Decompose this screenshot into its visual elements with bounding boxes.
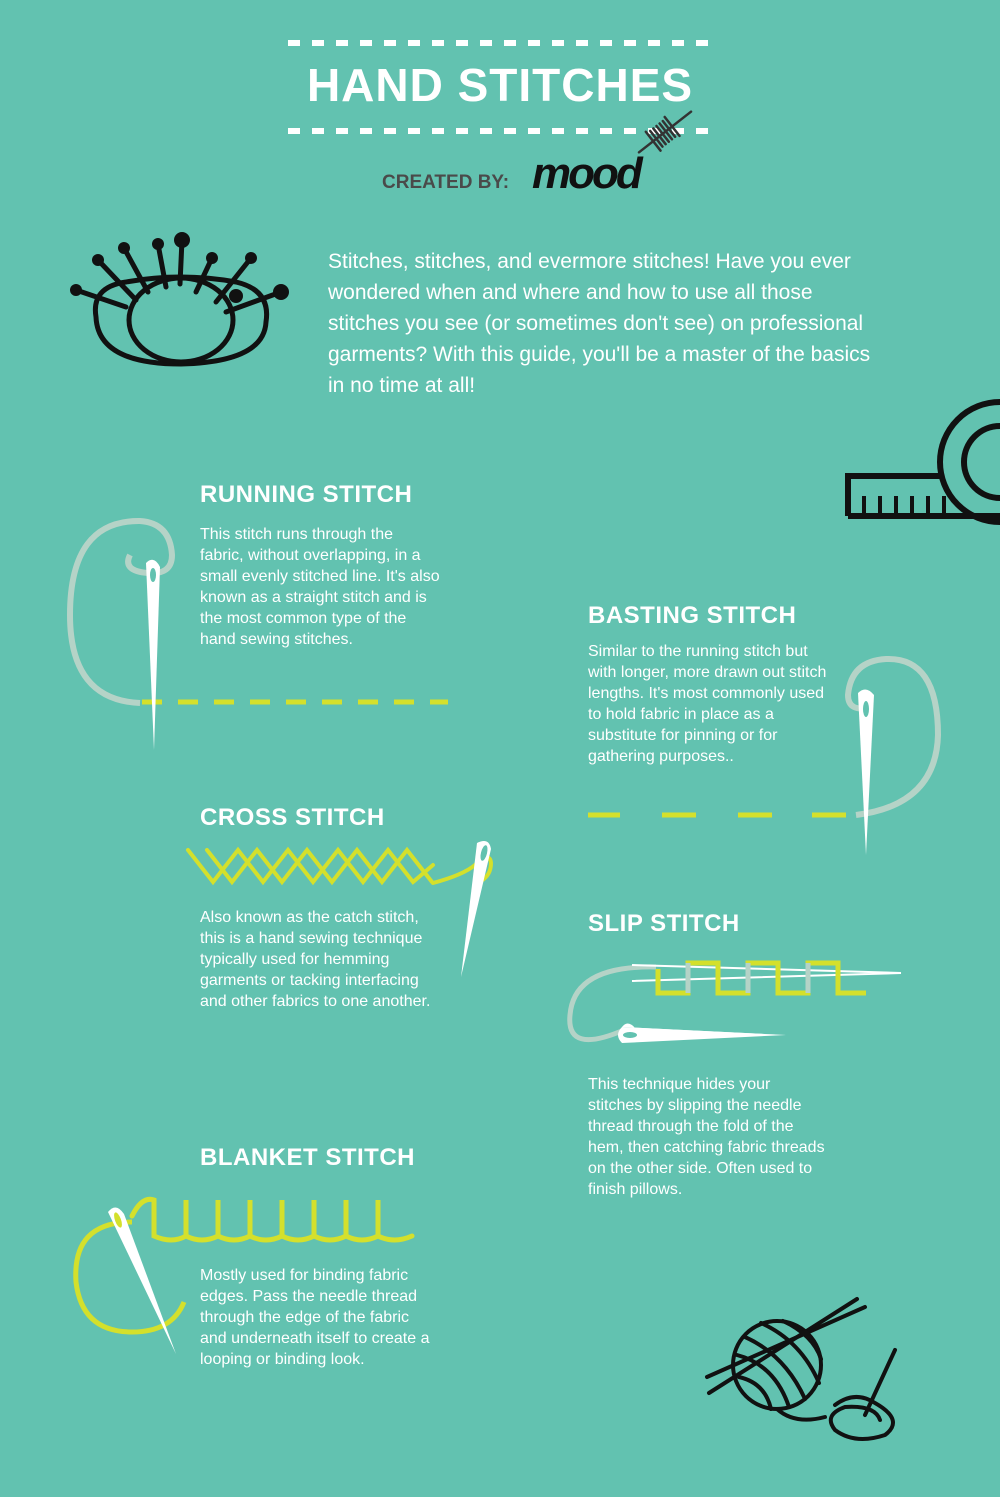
mood-logo bbox=[530, 149, 640, 198]
yarn-ball-icon bbox=[705, 1295, 920, 1450]
slip-stitch-description: This technique hides your stitches by slipping the needle thread through the fold of the hem, then catching fabric threads on the other side. Often used to finish pillows. bbox=[588, 1076, 825, 1198]
page-title: HAND STITCHES bbox=[306, 59, 694, 111]
brand-logo bbox=[530, 149, 640, 198]
basting-stitch-description: Similar to the running stitch but with longer, more drawn out stitch lengths. It's most commonly used to hold fabric in place as a substitute for pinning or for gathering purposes.. bbox=[588, 643, 827, 765]
cross-stitch-description: Also known as the catch stitch, this is a hand sewing technique typically used for hemming garments or tacking interfacing and other fabrics to one another. bbox=[200, 909, 431, 1010]
blanket-stitch-description: Mostly used for binding fabric edges. Pass the needle thread through the edge of the fabric and underneath itself to create a looping or binding look. bbox=[200, 1267, 430, 1368]
basting-stitch-needle-icon bbox=[586, 655, 946, 860]
spool-icon bbox=[630, 100, 700, 165]
slip-stitch-title: SLIP STITCH bbox=[588, 910, 740, 937]
pincushion-icon bbox=[66, 232, 296, 372]
running-stitch-title: RUNNING STITCH bbox=[200, 481, 413, 508]
cross-stitch-title: CROSS STITCH bbox=[200, 804, 385, 831]
blanket-stitch-title: BLANKET STITCH bbox=[200, 1144, 415, 1171]
intro-text: Stitches, stitches, and evermore stitches! Have you ever wondered when and where and how to use all those stitches you see (or sometimes don't see) on professional garments? With this guide, you'll be a master of the basics in no time at all! bbox=[328, 250, 871, 397]
basting-stitch-title: BASTING STITCH bbox=[588, 602, 797, 629]
title-top-divider bbox=[288, 40, 710, 46]
running-stitch-description: This stitch runs through the fabric, without overlapping, in a small evenly stitched line. It's also known as a straight stitch and is the most common type of the hand sewing stitches. bbox=[200, 526, 440, 648]
svg-text:mood: mood bbox=[532, 149, 640, 198]
measuring-tape-icon bbox=[842, 400, 1000, 525]
running-stitch-needle-icon bbox=[60, 515, 460, 755]
slip-stitch-needle-icon bbox=[566, 955, 906, 1065]
created-by-label: CREATED BY: bbox=[382, 172, 510, 193]
